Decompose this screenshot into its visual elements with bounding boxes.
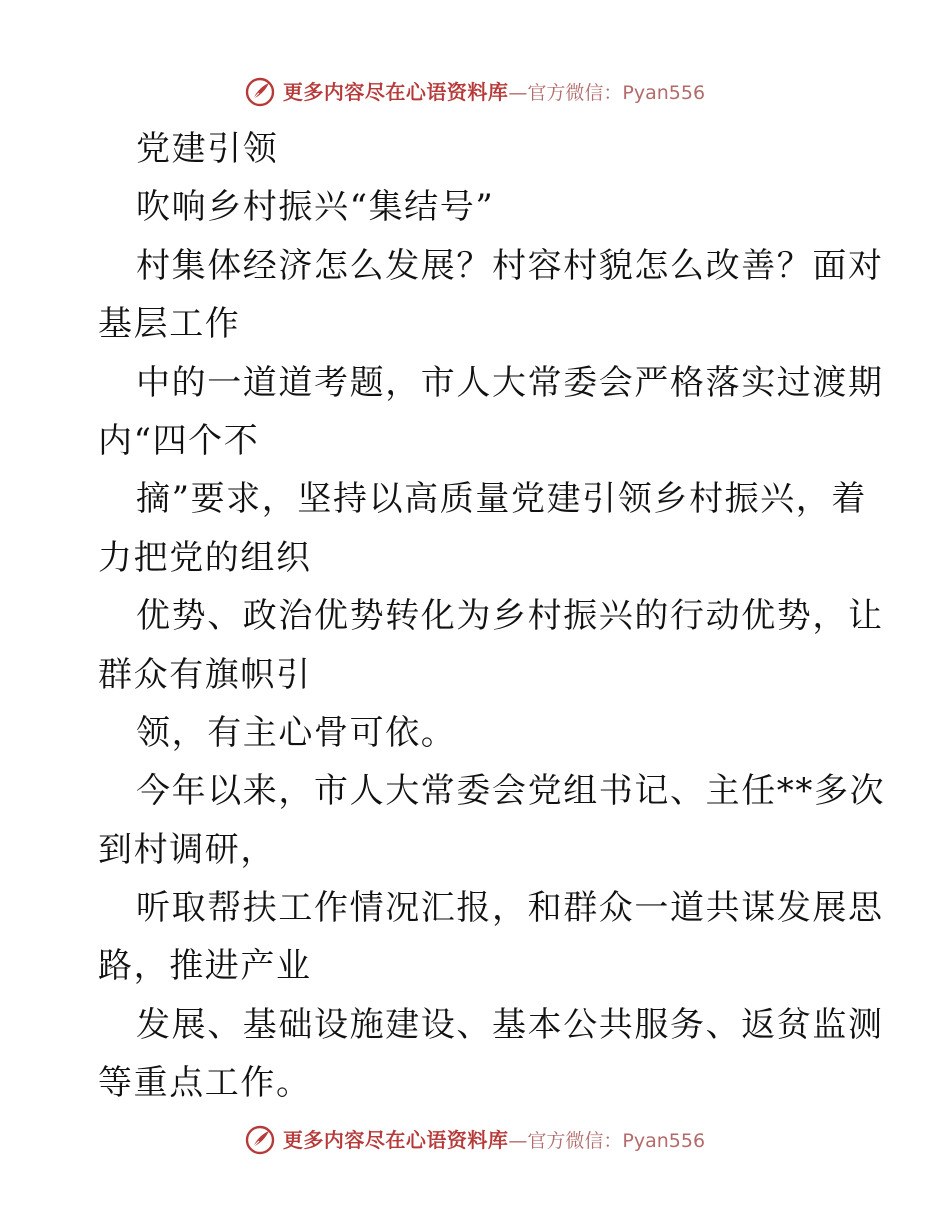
text-line: 领，有主心骨可依。 [136,712,457,753]
document-title-line: 党建引领 [136,129,279,169]
text-line: 基层工作 [98,304,241,345]
text-line: 听取帮扶工作情况汇报，和群众一道共谋发展思 [136,888,884,929]
text-line: 发展、基础设施建设、基本公共服务、返贫监测 [136,1004,884,1045]
text-line: 摘”要求，坚持以高质量党建引领乡村振兴，着 [136,479,867,520]
watermark-brand: 更多内容尽在心语资料库 [282,1127,509,1152]
feather-pen-icon [245,1125,275,1155]
text-line: 等重点工作。 [98,1063,312,1104]
text-line: 到村调研， [98,829,276,870]
text-line: 路，推进产业 [98,946,312,987]
text-line: 中的一道道考题，市人大常委会严格落实过渡期 [136,362,884,403]
text-line: 内“四个不 [98,420,260,461]
text-line: 今年以来，市人大常委会党组书记、主任**多次 [136,771,886,812]
document-body [98,120,886,1113]
watermark-wechat: —官方微信：Pyan556 [508,81,706,104]
text-line: 群众有旗帜引 [98,654,312,695]
text-line: 村集体经济怎么发展？村容村貌怎么改善？面对 [136,245,884,286]
text-line: 优势、政治优势转化为乡村振兴的行动优势，让 [136,596,884,637]
watermark-text [282,1127,706,1152]
header-watermark [0,72,950,112]
watermark-wechat: —官方微信：Pyan556 [508,1129,706,1152]
footer-watermark [0,1120,950,1160]
feather-pen-icon [245,77,275,107]
watermark-text [282,79,706,104]
text-line: 力把党的组织 [98,537,312,578]
watermark-brand: 更多内容尽在心语资料库 [282,79,509,104]
text-line: 吹响乡村振兴“集结号” [136,187,495,228]
